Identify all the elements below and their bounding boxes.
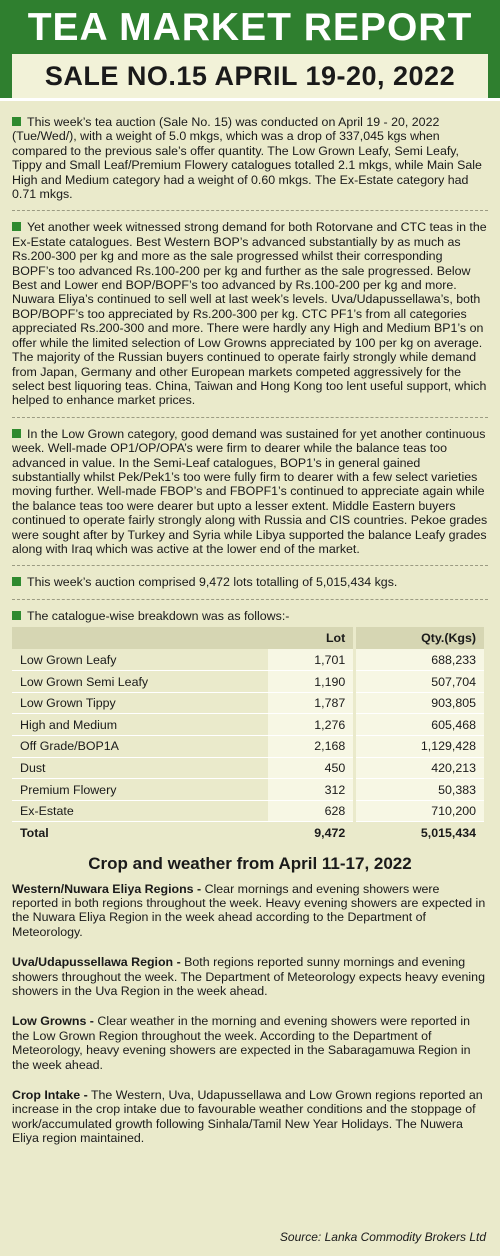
report-title: TEA MARKET REPORT	[27, 6, 473, 49]
table-row	[12, 671, 484, 693]
table-row	[12, 649, 484, 671]
green-square-bullet-icon	[12, 611, 21, 620]
catalogue-name: Off Grade/BOP1A	[12, 736, 268, 758]
table-header-catalogue	[12, 627, 268, 649]
catalogue-lot: 1,787	[268, 692, 354, 714]
catalogue-lot: 312	[268, 779, 354, 801]
catalogue-qty: 50,383	[355, 779, 484, 801]
table-header-lot: Lot	[268, 627, 354, 649]
table-row	[12, 736, 484, 758]
green-square-bullet-icon	[12, 117, 21, 126]
total-lot: 9,472	[268, 822, 354, 844]
crop-item-uva-udapussellawa	[12, 955, 488, 998]
catalogue-lot: 1,190	[268, 671, 354, 693]
crop-item-low-growns	[12, 1014, 488, 1072]
crop-item-lead: Crop Intake -	[12, 1088, 88, 1102]
source-credit: Source: Lanka Commodity Brokers Ltd	[279, 1230, 486, 1244]
sale-banner	[12, 54, 488, 98]
sale-subtitle: SALE NO.15 APRIL 19-20, 2022	[44, 60, 456, 91]
paragraph-auction-summary: This week’s tea auction (Sale No. 15) was conducted on April 19 - 20, 2022 (Tue/Wed/), with a weight of 5.0 mkgs, which was a drop of 337,045 kgs when compared to the previous sale’s offer quantity. The Low Grown Leafy, Semi Leafy, Tippy and Small Leaf/Premium Flowery catalogues totalled 2.1 mkgs, while Main Sale High and Medium category had a weight of 0.60 mkgs. The Ex-Estate category had 0.71 mkgs.	[12, 115, 488, 211]
crop-item-text: Both regions reported sunny mornings and evening showers throughout the week. The Department of Meteorology expects heavy evening showers in the Uva Region in the week ahead.	[12, 955, 485, 998]
catalogue-qty: 710,200	[355, 800, 484, 822]
catalogue-lot: 1,701	[268, 649, 354, 671]
table-row	[12, 692, 484, 714]
catalogue-name: High and Medium	[12, 714, 268, 736]
table-row	[12, 779, 484, 801]
table-row	[12, 800, 484, 822]
crop-item-text: Clear mornings and evening showers were reported in both regions throughout the week. Heavy evening showers are expected in the Nuwara Eliya Region in the week ahead according to the Department of Meteorology.	[12, 881, 486, 939]
crop-item-western-nuwara-eliya	[12, 882, 488, 940]
table-total-row	[12, 822, 484, 844]
crop-item-lead: Low Growns -	[12, 1014, 94, 1029]
paragraph-lots-total: This week’s auction comprised 9,472 lots totalling of 5,015,434 kgs.	[12, 575, 488, 599]
catalogue-qty: 420,213	[355, 757, 484, 779]
table-row	[12, 714, 484, 736]
report-header	[0, 0, 500, 101]
catalogue-breakdown-table	[12, 627, 488, 843]
catalogue-lot: 450	[268, 757, 354, 779]
paragraph-breakdown-intro: The catalogue-wise breakdown was as follows:-	[12, 609, 488, 623]
green-square-bullet-icon	[12, 429, 21, 438]
green-square-bullet-icon	[12, 222, 21, 231]
catalogue-lot: 628	[268, 800, 354, 822]
report-body	[0, 101, 500, 1256]
catalogue-qty: 605,468	[355, 714, 484, 736]
crop-weather-heading: Crop and weather from April 11-17, 2022	[88, 853, 412, 873]
catalogue-lot: 1,276	[268, 714, 354, 736]
crop-item-text: Clear weather in the morning and evening showers were reported in the Low Grown Region throughout the week. According to the Department of Meteorology, heavy evening showers are expected in the Sabaragamuwa Region in the week ahead.	[12, 1014, 471, 1072]
catalogue-name: Low Grown Tippy	[12, 692, 268, 714]
table-header-qty: Qty.(Kgs)	[355, 627, 484, 649]
catalogue-name: Ex-Estate	[12, 800, 268, 822]
crop-item-crop-intake	[12, 1088, 488, 1146]
catalogue-name: Dust	[12, 757, 268, 779]
catalogue-qty: 903,805	[355, 692, 484, 714]
green-square-bullet-icon	[12, 577, 21, 586]
crop-item-lead: Uva/Udapussellawa Region -	[12, 955, 181, 970]
table-row	[12, 757, 484, 779]
catalogue-qty: 1,129,428	[355, 736, 484, 758]
total-qty: 5,015,434	[355, 822, 484, 844]
total-label: Total	[12, 822, 268, 844]
table-header-row	[12, 627, 484, 649]
paragraph-low-grown: In the Low Grown category, good demand was sustained for yet another continuous week. Well-made OP1/OP/OPA’s were firm to dearer while the balance teas too advanced in value. In the Semi-Leaf catalogues, BOP1’s in general gained substantially whilst Pek/Pek1’s too were fully firm to dearer with a few select varieties moving further. Well-made FBOP’s and FBOPF1’s continued to appreciate again while the balance teas too were dearer but upto a lesser extent. Middle Eastern buyers continued to operate fairly strongly along with Russia and CIS countries. Pekoe grades were sought after by Turkey and Syria while Libya supported the balance Leafy grades along with Iraq which was active at the lower end of the market.	[12, 427, 488, 567]
catalogue-lot: 2,168	[268, 736, 354, 758]
crop-item-lead: Western/Nuwara Eliya Regions -	[12, 881, 202, 896]
catalogue-name: Low Grown Leafy	[12, 649, 268, 671]
catalogue-qty: 688,233	[355, 649, 484, 671]
crop-item-text: The Western, Uva, Udapussellawa and Low Grown regions reported an increase in the crop intake due to favourable weather conditions and the stoppage of work/accumulated growth following Sinhala/Tamil New Year Holidays. The Nuwera Eliya region maintained.	[12, 1088, 483, 1146]
catalogue-name: Low Grown Semi Leafy	[12, 671, 268, 693]
catalogue-qty: 507,704	[355, 671, 484, 693]
paragraph-ex-estate-demand: Yet another week witnessed strong demand for both Rotorvane and CTC teas in the Ex-Estate catalogues. Best Western BOP’s advanced substantially by as much as Rs.200-300 per kg and more as the sale progressed whilst their corresponding BOPF’s too advanced Rs.100-200 per kg and further as the sale progressed. Below Best and Lower end BOP/BOPF’s too advanced by Rs.100-200 per kg and more. Nuwara Eliya’s continued to sell well at last week’s levels. Uva/Udapussellawa’s, both BOP/BOPF’s too appreciated by Rs.200-300 per kg. CTC PF1’s from all categories appreciated Rs.200-300 and more. There were hardly any High and Medium BP1’s on offer while the limited selection of Low Growns appreciated by 100 per kg on average. The majority of the Russian buyers continued to operate fairly strongly while demand from Japan, Germany and other European markets competed aggressively for the select best liquoring teas. China, Taiwan and Hong Kong too lent useful support, which helped to enhance market prices.	[12, 220, 488, 417]
catalogue-name: Premium Flowery	[12, 779, 268, 801]
